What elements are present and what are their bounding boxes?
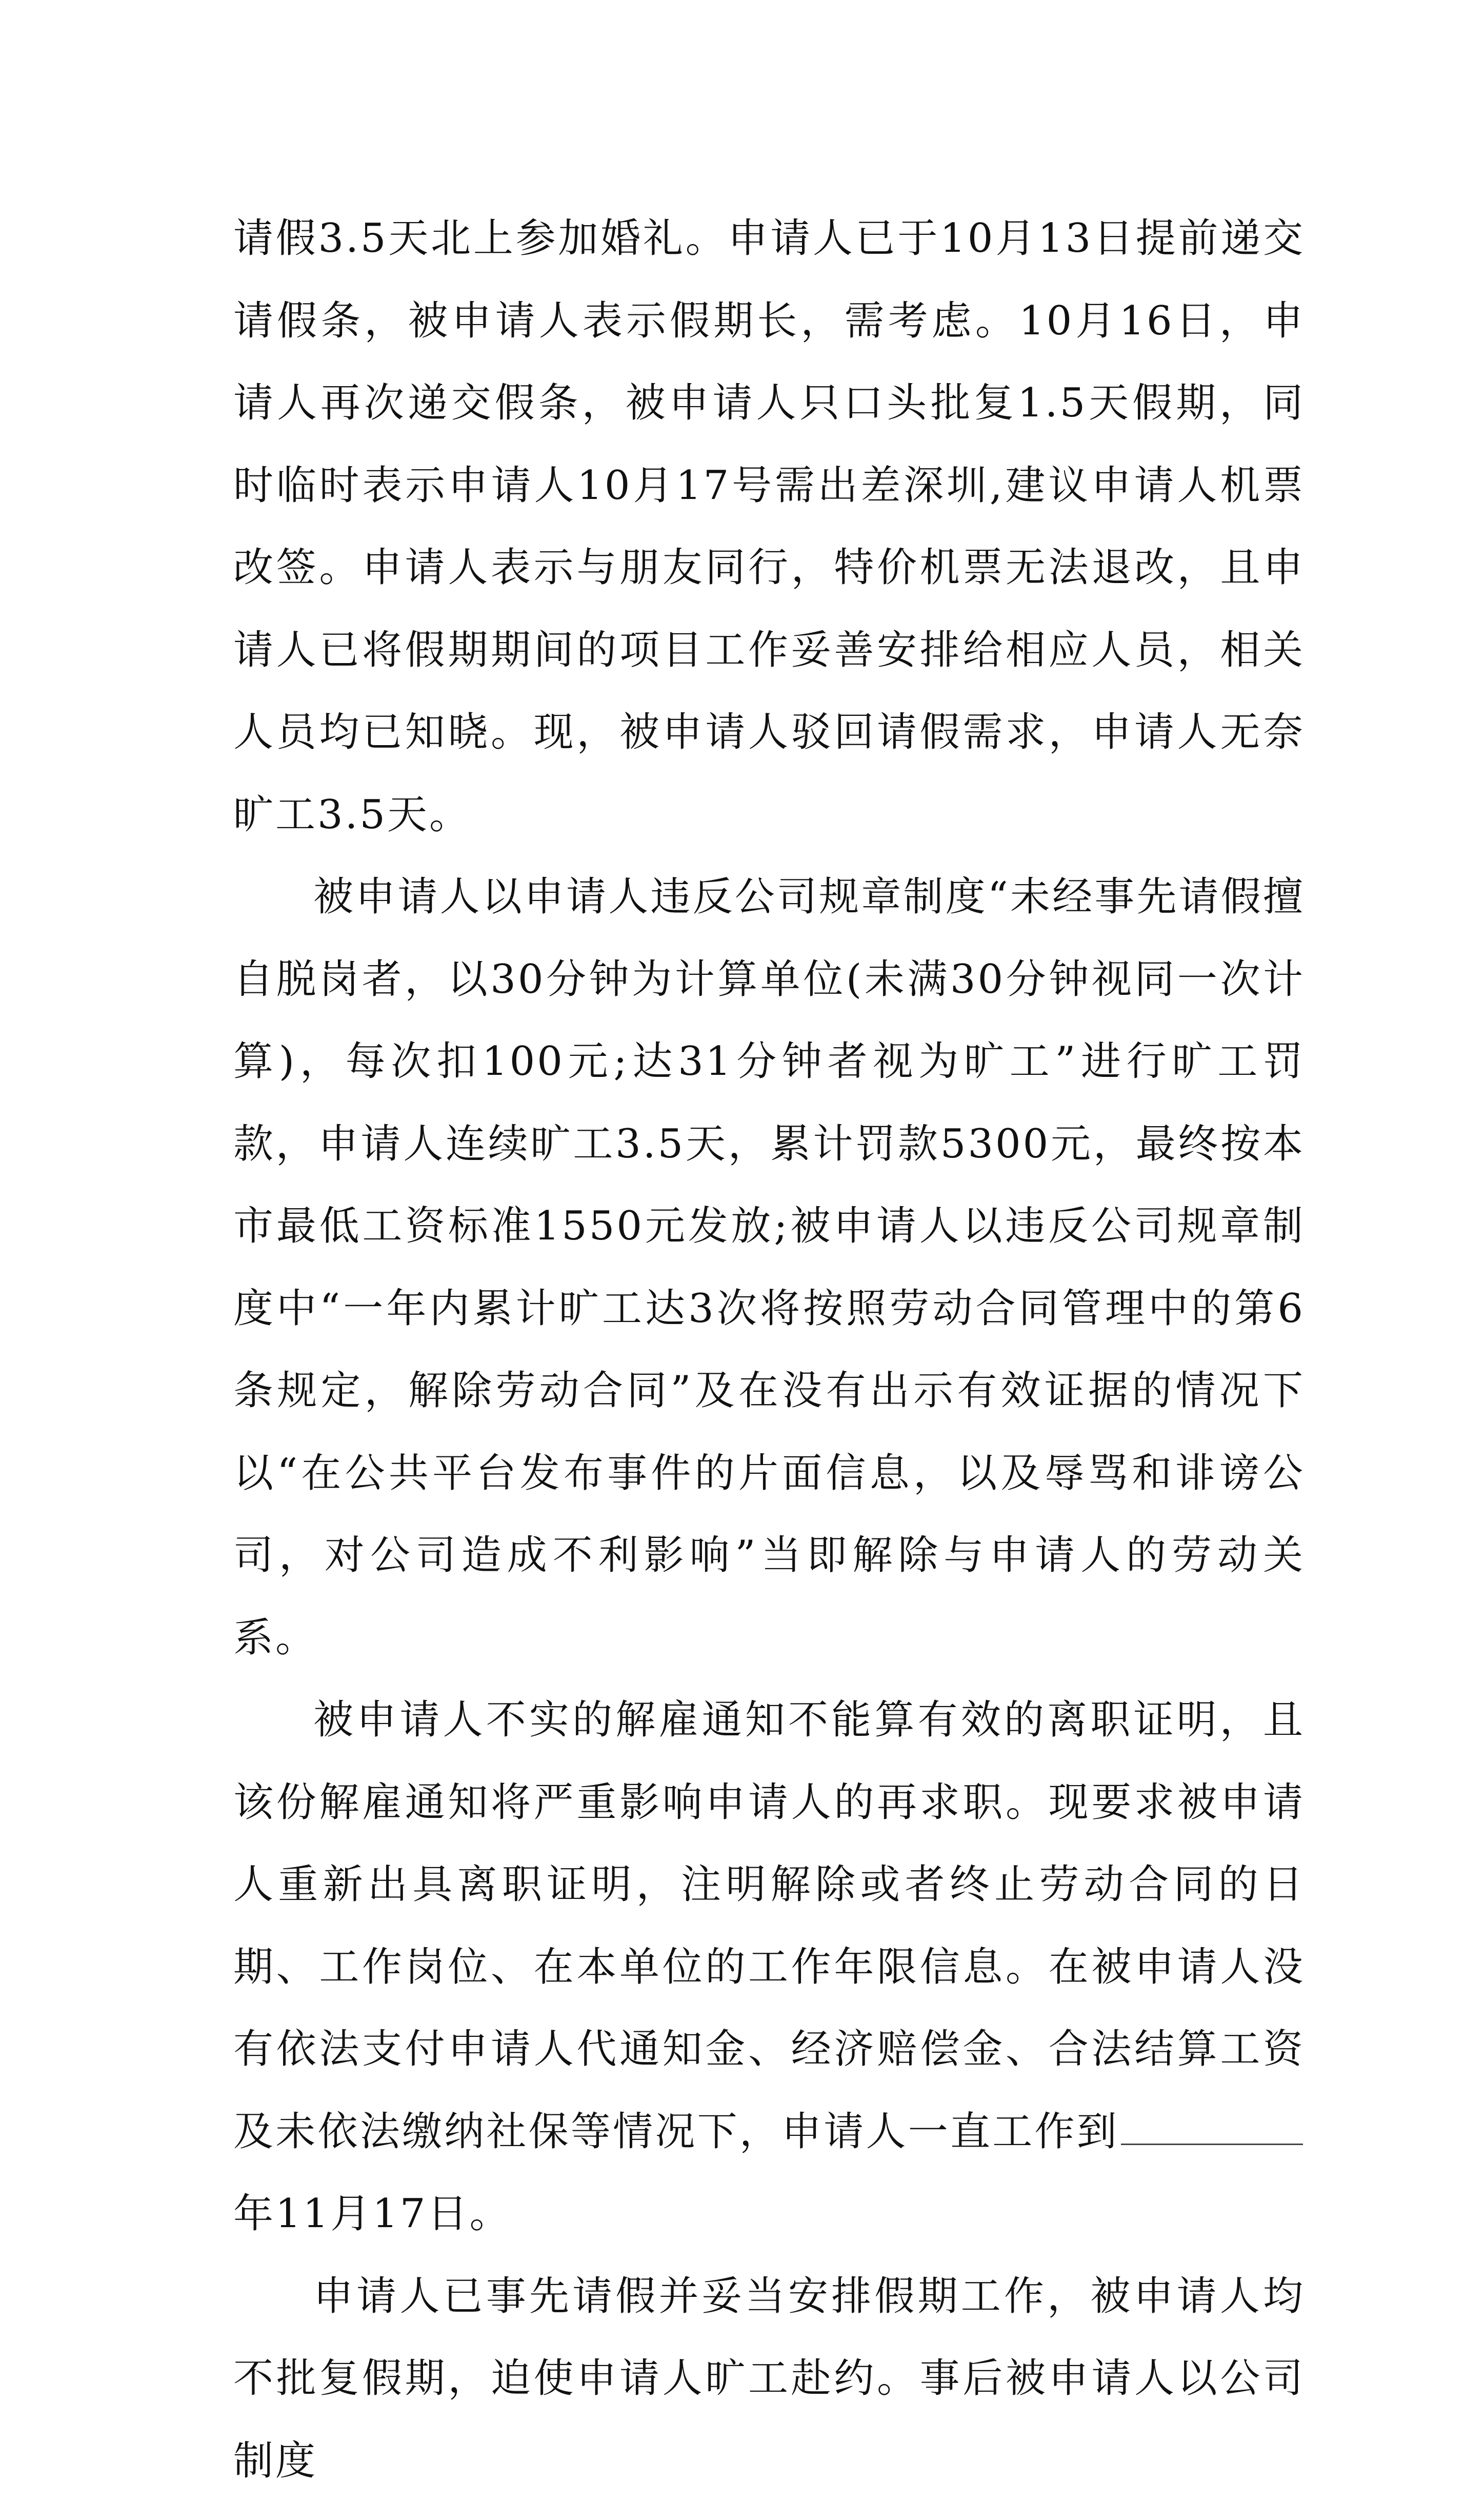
paragraph-forced-absence: 申请人已事先请假并妥当安排假期工作，被申请人均不批复假期，迫使申请人旷工赴约。事后被申请人以公司制度 (233, 2255, 1305, 2502)
separation-text-after-blank: 年11月17日。 (233, 2191, 512, 2237)
document-body (233, 197, 1305, 2502)
year-blank-field (1121, 2108, 1303, 2145)
separation-text-before-blank: 被申请人不实的解雇通知不能算有效的离职证明，且该份解雇通知将严重影响申请人的再求职。现要求被申请人重新出具离职证明，注明解除或者终止劳动合同的日期、工作岗位、在本单位的工作年限信息。在被申请人没有依法支付申请人代通知金、经济赔偿金、合法结算工资及未依法缴纳社保等情况下，申请人一直工作到 (233, 1697, 1305, 2155)
paragraph-penalty-and-dismissal: 被申请人以申请人违反公司规章制度“未经事先请假擅自脱岗者，以30分钟为计算单位(未满30分钟视同一次计算)，每次扣100元;达31分钟者视为旷工”进行旷工罚款，申请人连续旷工3.5天，累计罚款5300元，最终按本市最低工资标准1550元发放;被申请人以违反公司规章制度中“一年内累计旷工达3次将按照劳动合同管理中的第6条规定，解除劳动合同”及在没有出示有效证据的情况下以“在公共平台发布事件的片面信息，以及辱骂和诽谤公司，对公司造成不利影响”当即解除与申请人的劳动关系。 (233, 856, 1305, 1679)
paragraph-separation-certificate (233, 1679, 1305, 2255)
paragraph-leave-request: 请假3.5天北上参加婚礼。申请人已于10月13日提前递交请假条，被申请人表示假期长，需考虑。10月16日，申请人再次递交假条，被申请人只口头批复1.5天假期，同时临时表示申请人10月17号需出差深圳,建议申请人机票改签。申请人表示与朋友同行，特价机票无法退改，且申请人已将假期期间的项目工作妥善安排给相应人员，相关人员均已知晓。现，被申请人驳回请假需求，申请人无奈旷工3.5天。 (233, 197, 1305, 856)
